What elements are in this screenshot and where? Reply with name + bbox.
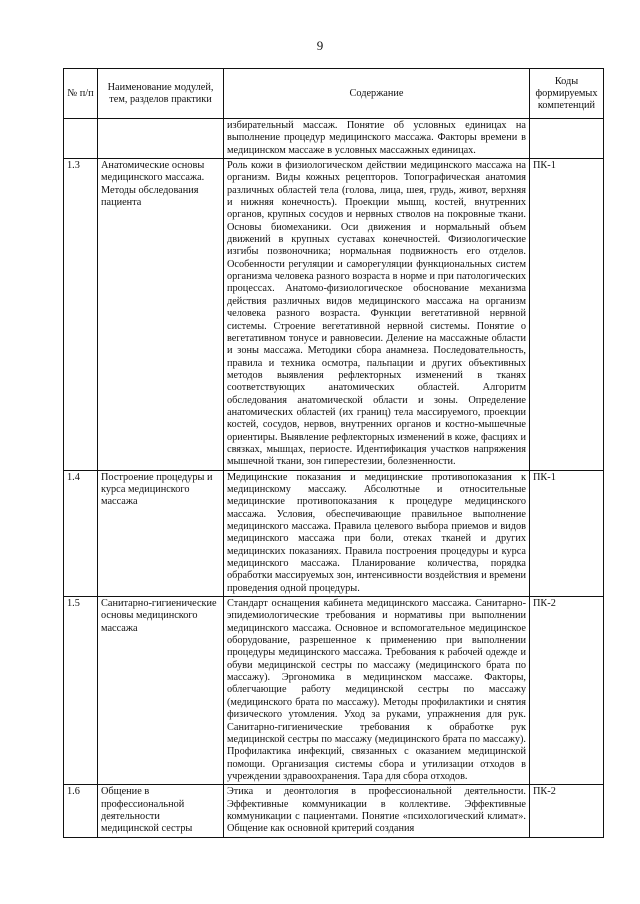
table-row <box>64 470 604 596</box>
row-content: Медицинские показания и медицинские противопоказания к медицинскому массажу. Абсолютные и относительные медицинские противопоказания к процедуре медицинского массажа. Условия, обеспечивающие правильное выполнение медицинского массажа. Правила целевого выбора приемов и видов медицинского массажа при боли, отеках тканей и других медицинских показаниях. Правила построения процедуры и курса медицинского массажа. Планирование количества, порядка обработки массируемых зон, интенсивности воздействия и времени проведения одной процедуры. <box>224 470 530 596</box>
row-competence-code: ПК-2 <box>530 597 604 785</box>
table-row <box>64 119 604 159</box>
row-number: 1.5 <box>64 597 98 785</box>
table-row <box>64 597 604 785</box>
row-competence-code: ПК-2 <box>530 785 604 837</box>
row-competence-code <box>530 119 604 159</box>
table-header-row <box>64 69 604 119</box>
row-module-name: Санитарно-гигиенические основы медицинского массажа <box>98 597 224 785</box>
row-content: Стандарт оснащения кабинета медицинского массажа. Санитарно-эпидемиологические требования и нормативы при выполнении медицинского массажа. Основное и вспомогательное медицинское оборудование, разрешенное к применению при выполнении процедуры медицинского массажа. Требования к рабочей одежде и обуви медицинской сестры по массажу (медицинского брата по массажу). Эргономика в медицинском массаже. Факторы, облегчающие работу медицинской сестры по массажу (медицинского брата по массажу). Методы профилактики и снятия физического утомления. Уход за руками, упражнения для рук. Санитарно-гигиенические требования к обработке рук медицинской сестры по массажу (медицинского брата по массажу). Профилактика инфекций, связанных с оказанием медицинской помощи. Организация системы сбора и утилизации отходов в учреждении здравоохранения. Тара для сбора отходов. <box>224 597 530 785</box>
row-number: 1.4 <box>64 470 98 596</box>
curriculum-table <box>63 68 604 838</box>
table-row <box>64 785 604 837</box>
table-row <box>64 159 604 471</box>
row-module-name: Анатомические основы медицинского массажа. Методы обследования пациента <box>98 159 224 471</box>
row-competence-code: ПК-1 <box>530 470 604 596</box>
header-number: № п/п <box>64 69 98 119</box>
header-content: Содержание <box>224 69 530 119</box>
row-content: Роль кожи в физиологическом действии медицинского массажа на организм. Виды кожных рецепторов. Топографическая анатомия различных областей тела (голова, лица, шея, грудь, живот, верхняя и нижняя конечность). Проекции мышц, костей, внутренних органов, крупных сосудов и нервных стволов на покровные ткани. Основы биомеханики. Оси движения и нормальный объем движений в крупных суставах конечностей. Физиологические изгибы позвоночника; нормальная подвижность его отделов. Особенности регуляции и саморегуляции функциональных систем организма человека разного возраста в норме и при патологических процессах. Анатомо-физиологическое обоснование механизма действия различных видов медицинского массажа на организм человека разного возраста. Функции вегетативной нервной системы. Строение вегетативной нервной системы. Понятие о вегетативном тонусе и равновесии. Деление на массажные области и зоны массажа. Методики сбора анамнеза. Последовательность, правила и техника осмотра, пальпации и других объективных методов выявления рефлекторных изменений в тканях соответствующих анатомических областей. Алгоритм обследования анатомической области и зоны. Определение анатомических областей (их границ) тела массируемого, проекции костей, сосудов, нервов, внутренних органов и костно-мышечные ориентиры. Выявление рефлекторных изменений в коже, фасциях и связках, мышцах, периосте. Идентификация участков напряжения мышечной ткани, зон гиперестезии, болезненности. <box>224 159 530 471</box>
row-module-name: Общение в профессиональной деятельности медицинской сестры <box>98 785 224 837</box>
row-content: избирательный массаж. Понятие об условных единицах на выполнение процедур медицинского массажа. Факторы времени в медицинском массаже в условных массажных единицах. <box>224 119 530 159</box>
row-module-name <box>98 119 224 159</box>
row-number: 1.3 <box>64 159 98 471</box>
row-number <box>64 119 98 159</box>
row-content: Этика и деонтология в профессиональной деятельности. Эффективные коммуникации в коллективе. Эффективные коммуникации с пациентами. Понятие «психологический климат». Общение как основной критерий создания <box>224 785 530 837</box>
page-number: 9 <box>316 38 324 53</box>
row-competence-code: ПК-1 <box>530 159 604 471</box>
row-module-name: Построение процедуры и курса медицинского массажа <box>98 470 224 596</box>
header-module-name: Наименование модулей, тем, разделов практики <box>98 69 224 119</box>
header-competence-codes: Коды формируемых компетенций <box>530 69 604 119</box>
row-number: 1.6 <box>64 785 98 837</box>
